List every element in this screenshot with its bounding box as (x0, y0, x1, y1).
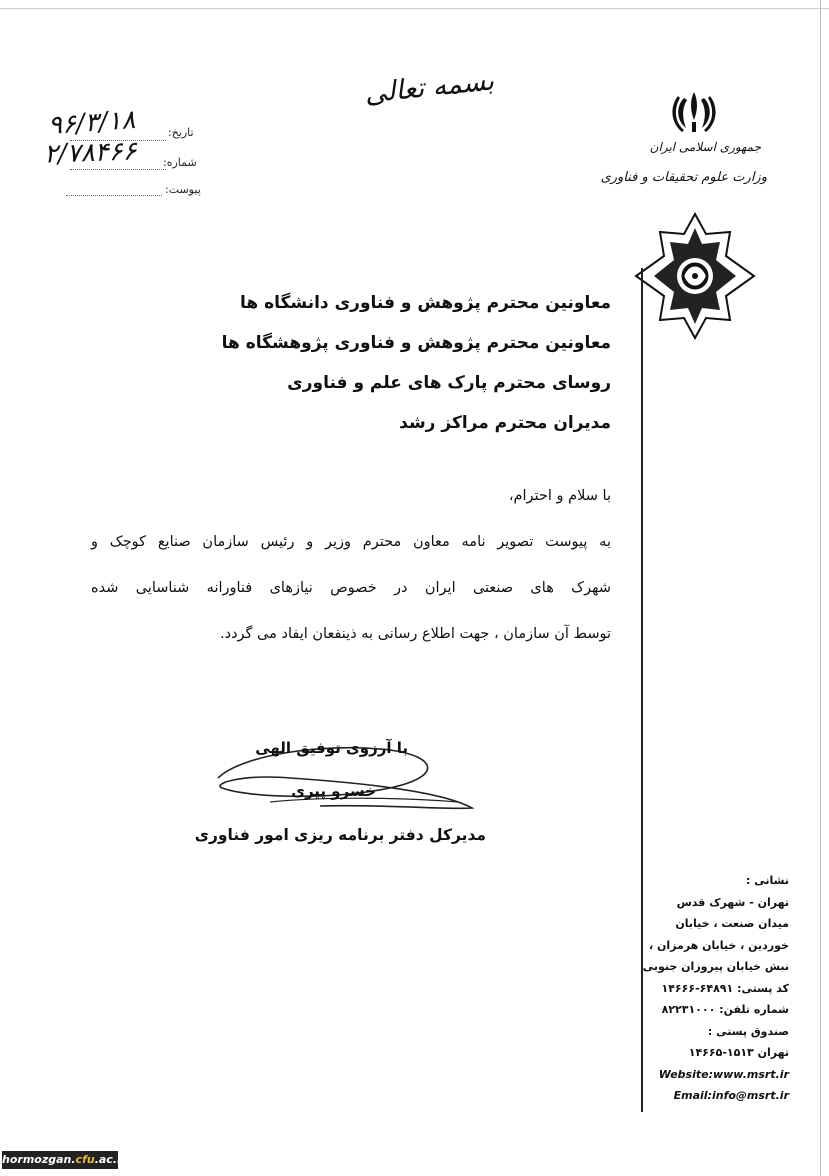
site-accent: cfu (75, 1153, 95, 1166)
website-text: Website:www.msrt.ir (658, 1067, 789, 1081)
scan-top-edge (0, 8, 829, 9)
number-label: شماره: (163, 156, 197, 169)
date-value: ۹۶/۳/۱۸ (47, 104, 137, 142)
address-line: صندوق پستی : (707, 1024, 789, 1038)
signer-title: مدیرکل دفتر برنامه ریزی امور فناوری (194, 826, 486, 844)
attachment-label: پیوست: (165, 183, 201, 196)
number-dotted-line (70, 169, 166, 170)
body-line: به پیوست تصویر نامه معاون محترم وزیر و رئیس سازمان صنایع کوچک و (91, 534, 611, 550)
address-line: تهران - شهرک قدس (676, 895, 789, 909)
address-line: خوردین ، خیابان هرمزان ، (649, 938, 789, 952)
recipient-line: معاونین محترم پژوهش و فناوری دانشگاه ها (240, 293, 611, 313)
recipient-line: روسای محترم پارک های علم و فناوری (287, 373, 611, 393)
address-line: نبش خیابان پیروزان جنوبی (642, 960, 789, 973)
site-watermark-badge (2, 1151, 127, 1169)
address-line: تهران ۱۵۱۳-۱۴۶۶۵ (688, 1046, 789, 1059)
date-label: تاریخ: (168, 126, 194, 139)
ornament-medallion-icon (634, 212, 756, 340)
address-line: نشانی : (746, 874, 789, 887)
body-line: شهرک های صنعتی ایران در خصوص نیازهای فناورانه شناسایی شده (91, 580, 611, 596)
address-line: شماره تلفن: ۸۲۲۳۱۰۰۰ (661, 1003, 789, 1016)
bismillah-heading: بسمه تعالی (363, 65, 496, 110)
address-line: میدان صنعت ، خیابان (675, 917, 789, 930)
attachment-dotted-line (66, 195, 162, 196)
number-value: ۲/۷۸۴۶۶ (43, 136, 138, 170)
republic-name: جمهوری اسلامی ایران (649, 140, 761, 154)
address-block (629, 870, 789, 1107)
iran-emblem-icon (668, 86, 720, 138)
recipient-line: مدیران محترم مراکز رشد (399, 413, 611, 433)
closing-phrase: با آرزوی توفیق الهی (255, 739, 408, 757)
signer-name: خسرو پیری (291, 782, 376, 800)
body-line: توسط آن سازمان ، جهت اطلاع رسانی به ذینفعان ایفاد می گردد. (220, 626, 611, 642)
recipient-line: معاونین محترم پژوهش و فناوری پژوهشگاه ها (221, 333, 611, 353)
site-prefix: hormozgan. (2, 1153, 76, 1166)
email-text: Email:info@msrt.ir (673, 1089, 789, 1102)
letter-body (91, 486, 611, 670)
scan-right-edge (820, 0, 821, 1176)
recipients-block (191, 290, 611, 450)
address-line: کد پستی: ۶۴۸۹۱-۱۴۶۶۶ (661, 981, 789, 995)
greeting: با سلام و احترام، (508, 488, 611, 504)
ministry-name: وزارت علوم تحقیقات و فناوری (600, 170, 767, 185)
site-suffix: .ac.ir (94, 1153, 127, 1166)
